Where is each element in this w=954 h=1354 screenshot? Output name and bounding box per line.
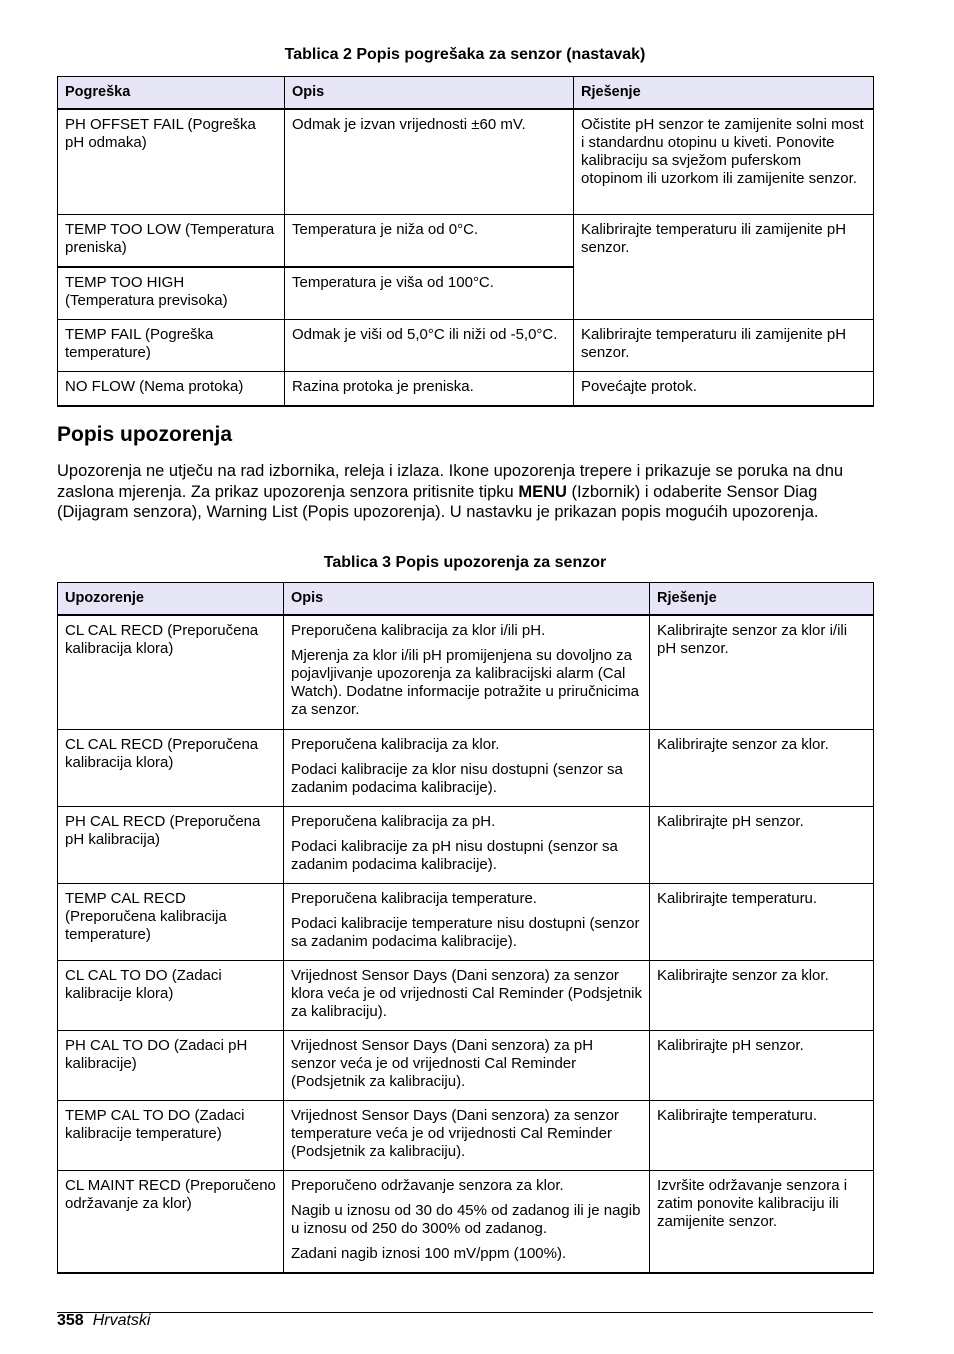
warning-cell: CL CAL RECD (Preporučena kalibracija klora) [58,729,284,806]
solution-cell: Kalibrirajte pH senzor. [650,1030,874,1100]
footer-language: Hrvatski [92,1312,151,1329]
solution-cell: Kalibrirajte senzor za klor i/ili pH senzor. [650,615,874,729]
description-paragraph: Preporučena kalibracija za klor. [291,735,500,753]
description-paragraph: Mjerenja za klor i/ili pH promijenjena su dovoljno za pojavljivanje upozorenja za kalibracijski alarm (Cal Watch). Dodatne informacije potražite u priručnicima za senzor. [291,647,639,718]
warning-cell: CL MAINT RECD (Preporučeno održavanje za klor) [58,1170,284,1273]
sensor-warnings-table [57,582,874,1274]
warning-cell: TEMP CAL RECD (Preporučena kalibracija temperature) [58,883,284,960]
description-cell: Temperatura je viša od 100°C. [285,267,574,320]
description-cell: Temperatura je niža od 0°C. [285,214,574,267]
table-row [58,371,874,406]
sensor-errors-table [57,76,874,407]
description-cell: Odmak je izvan vrijednosti ±60 mV. [285,109,574,214]
description-paragraph: Vrijednost Sensor Days (Dani senzora) za senzor klora veća je od vrijednosti Cal Reminder (Podsjetnik za kalibraciju). [291,966,642,1020]
error-cell: TEMP TOO HIGH (Temperatura previsoka) [58,267,285,320]
column-header-solution: Rješenje [574,77,874,110]
page-number: 358 [57,1312,84,1329]
description-cell [284,960,650,1030]
section-intro [57,461,877,523]
table-row [58,615,874,729]
description-paragraph: Preporučena kalibracija za klor i/ili pH. [291,622,546,639]
warning-cell: TEMP CAL TO DO (Zadaci kalibracije temperature) [58,1100,284,1170]
warning-cell: CL CAL TO DO (Zadaci kalibracije klora) [58,960,284,1030]
error-cell: TEMP TOO LOW (Temperatura preniska) [58,214,285,267]
description-cell: Razina protoka je preniska. [285,371,574,406]
warning-cell: PH CAL RECD (Preporučena pH kalibracija) [58,806,284,883]
description-paragraph: Zadani nagib iznosi 100 mV/ppm (100%). [291,1244,567,1262]
description-cell [284,729,650,806]
description-cell [284,615,650,729]
table-row [58,960,874,1030]
table-header-row [58,583,874,616]
intro-text-continued: (Izbornik) i odaberite Sensor Diag (Dijagram senzora), Warning List (Popis upozorenja). U nastavku je prikazan popis mogućih upozorenja. [57,482,819,521]
solution-cell: Kalibrirajte senzor za klor. [650,729,874,806]
error-cell: NO FLOW (Nema protoka) [58,371,285,406]
description-paragraph: Podaci kalibracije temperature nisu dostupni (senzor sa zadanim podacima kalibracije). [291,914,640,950]
table-row [58,109,874,214]
error-cell: TEMP FAIL (Pogreška temperature) [58,319,285,371]
description-paragraph: Podaci kalibracije za klor nisu dostupni (senzor sa zadanim podacima kalibracije). [291,760,623,796]
table-header-row [58,77,874,110]
solution-cell: Očistite pH senzor te zamijenite solni most i standardnu otopinu u kiveti. Ponovite kalibraciju sa svježom puferskom otopinom ili uzorkom ili zamijenite senzor. [574,109,874,214]
solution-cell: Kalibrirajte temperaturu. [650,883,874,960]
menu-key-label: MENU [518,482,567,501]
warning-cell: CL CAL RECD (Preporučena kalibracija klora) [58,615,284,729]
table-row [58,319,874,371]
page-footer [57,1312,150,1330]
description-paragraph: Nagib u iznosu od 30 do 45% od zadanog ili je nagib u iznosu od 250 do 300% od zadanog. [291,1201,641,1237]
footer-divider [57,1312,873,1313]
warning-cell: PH CAL TO DO (Zadaci pH kalibracije) [58,1030,284,1100]
section-title: Popis upozorenja [57,423,233,446]
description-cell [284,1030,650,1100]
solution-cell: Kalibrirajte temperaturu ili zamijenite pH senzor. [574,319,874,371]
column-header-warning: Upozorenje [58,583,284,616]
solution-cell: Izvršite održavanje senzora i zatim ponovite kalibraciju ili zamijenite senzor. [650,1170,874,1273]
table2-caption: Tablica 2 Popis pogrešaka za senzor (nastavak) [284,46,646,63]
description-paragraph: Preporučena kalibracija temperature. [291,889,537,907]
error-cell: PH OFFSET FAIL (Pogreška pH odmaka) [58,109,285,214]
description-cell [284,806,650,883]
description-cell [284,1170,650,1273]
solution-cell: Kalibrirajte temperaturu. [650,1100,874,1170]
column-header-error: Pogreška [58,77,285,110]
solution-cell: Kalibrirajte temperaturu ili zamijenite pH senzor. [574,214,874,319]
description-cell [284,1100,650,1170]
column-header-description: Opis [285,77,574,110]
table-row [58,1100,874,1170]
table-row [58,729,874,806]
description-cell: Odmak je viši od 5,0°C ili niži od -5,0°C. [285,319,574,371]
table-row [58,883,874,960]
intro-text: Upozorenja ne utječu na rad izbornika, releja i izlaza. Ikone upozorenja trepere i prikazuje se poruka na dnu zaslona mjerenja. Za prikaz upozorenja senzora pritisnite tipku [57,462,844,501]
table-row [58,1170,874,1273]
solution-cell: Kalibrirajte pH senzor. [650,806,874,883]
table-row [58,214,874,267]
description-cell [284,883,650,960]
table3-caption: Tablica 3 Popis upozorenja za senzor [323,554,607,571]
description-paragraph: Preporučena kalibracija za pH. [291,812,496,830]
solution-cell: Kalibrirajte senzor za klor. [650,960,874,1030]
table-row [58,1030,874,1100]
column-header-solution: Rješenje [650,583,874,616]
description-paragraph: Podaci kalibracije za pH nisu dostupni (senzor sa zadanim podacima kalibracije). [291,837,618,873]
table-row [58,806,874,883]
description-paragraph: Vrijednost Sensor Days (Dani senzora) za senzor temperature veća je od vrijednosti Cal Reminder (Podsjetnik za kalibraciju). [291,1106,619,1160]
column-header-description: Opis [284,583,650,616]
description-paragraph: Vrijednost Sensor Days (Dani senzora) za pH senzor veća je od vrijednosti Cal Reminder (Podsjetnik za kalibraciju). [291,1036,594,1090]
description-paragraph: Preporučeno održavanje senzora za klor. [291,1176,564,1194]
solution-cell: Povećajte protok. [574,371,874,406]
